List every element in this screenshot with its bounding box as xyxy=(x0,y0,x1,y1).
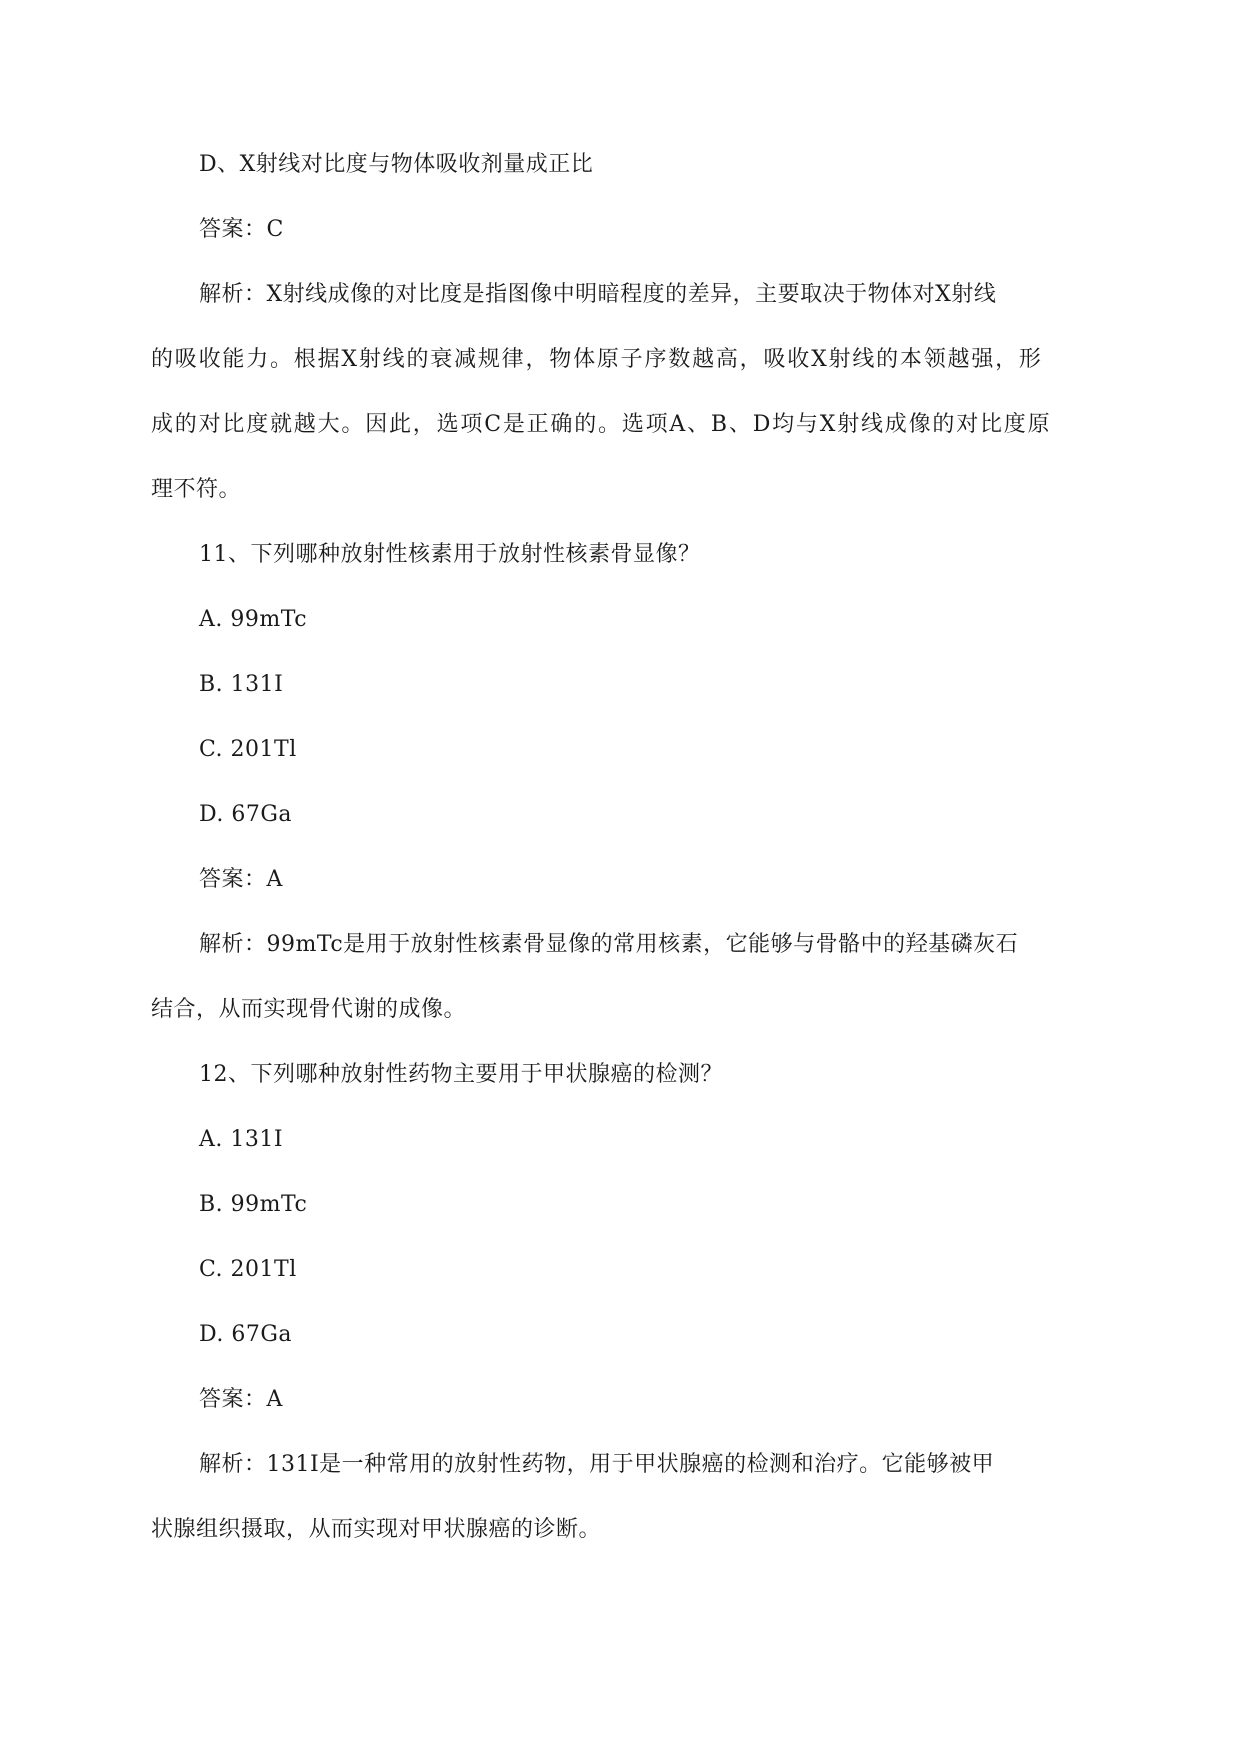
q11-explanation-line-1: 解析：99mTc是用于放射性核素骨显像的常用核素，它能够与骨骼中的羟基磷灰石 xyxy=(199,932,1019,957)
q11-answer: 答案：A xyxy=(199,867,283,892)
q11-question: 11、下列哪种放射性核素用于放射性核素骨显像？ xyxy=(199,542,701,567)
q10-explanation-line-2: 的吸收能力。根据X射线的衰减规律，物体原子序数越高，吸收X射线的本领越强，形 xyxy=(151,347,1043,372)
q11-option-b: B. 131I xyxy=(199,672,284,697)
q12-explanation-line-2: 状腺组织摄取，从而实现对甲状腺癌的诊断。 xyxy=(151,1517,602,1542)
q11-option-a: A. 99mTc xyxy=(199,607,308,632)
q10-explanation-line-4: 理不符。 xyxy=(151,477,242,502)
q10-option-d: D、X射线对比度与物体吸收剂量成正比 xyxy=(199,152,594,177)
q10-explanation-line-3: 成的对比度就越大。因此，选项C是正确的。选项A、B、D均与X射线成像的对比度原 xyxy=(151,412,1052,437)
q12-question: 12、下列哪种放射性药物主要用于甲状腺癌的检测？ xyxy=(199,1062,723,1087)
q11-explanation-line-2: 结合，从而实现骨代谢的成像。 xyxy=(151,997,467,1022)
q12-option-d: D. 67Ga xyxy=(199,1322,293,1347)
q12-answer: 答案：A xyxy=(199,1387,283,1412)
q12-option-c: C. 201Tl xyxy=(199,1257,297,1282)
q11-option-d: D. 67Ga xyxy=(199,802,293,827)
q12-explanation-line-1: 解析：131I是一种常用的放射性药物，用于甲状腺癌的检测和治疗。它能够被甲 xyxy=(199,1452,995,1477)
q12-option-a: A. 131I xyxy=(199,1127,284,1152)
q10-answer: 答案：C xyxy=(199,217,284,242)
q10-explanation-line-1: 解析：X射线成像的对比度是指图像中明暗程度的差异，主要取决于物体对X射线 xyxy=(199,282,997,307)
q11-option-c: C. 201Tl xyxy=(199,737,297,762)
q12-option-b: B. 99mTc xyxy=(199,1192,308,1217)
